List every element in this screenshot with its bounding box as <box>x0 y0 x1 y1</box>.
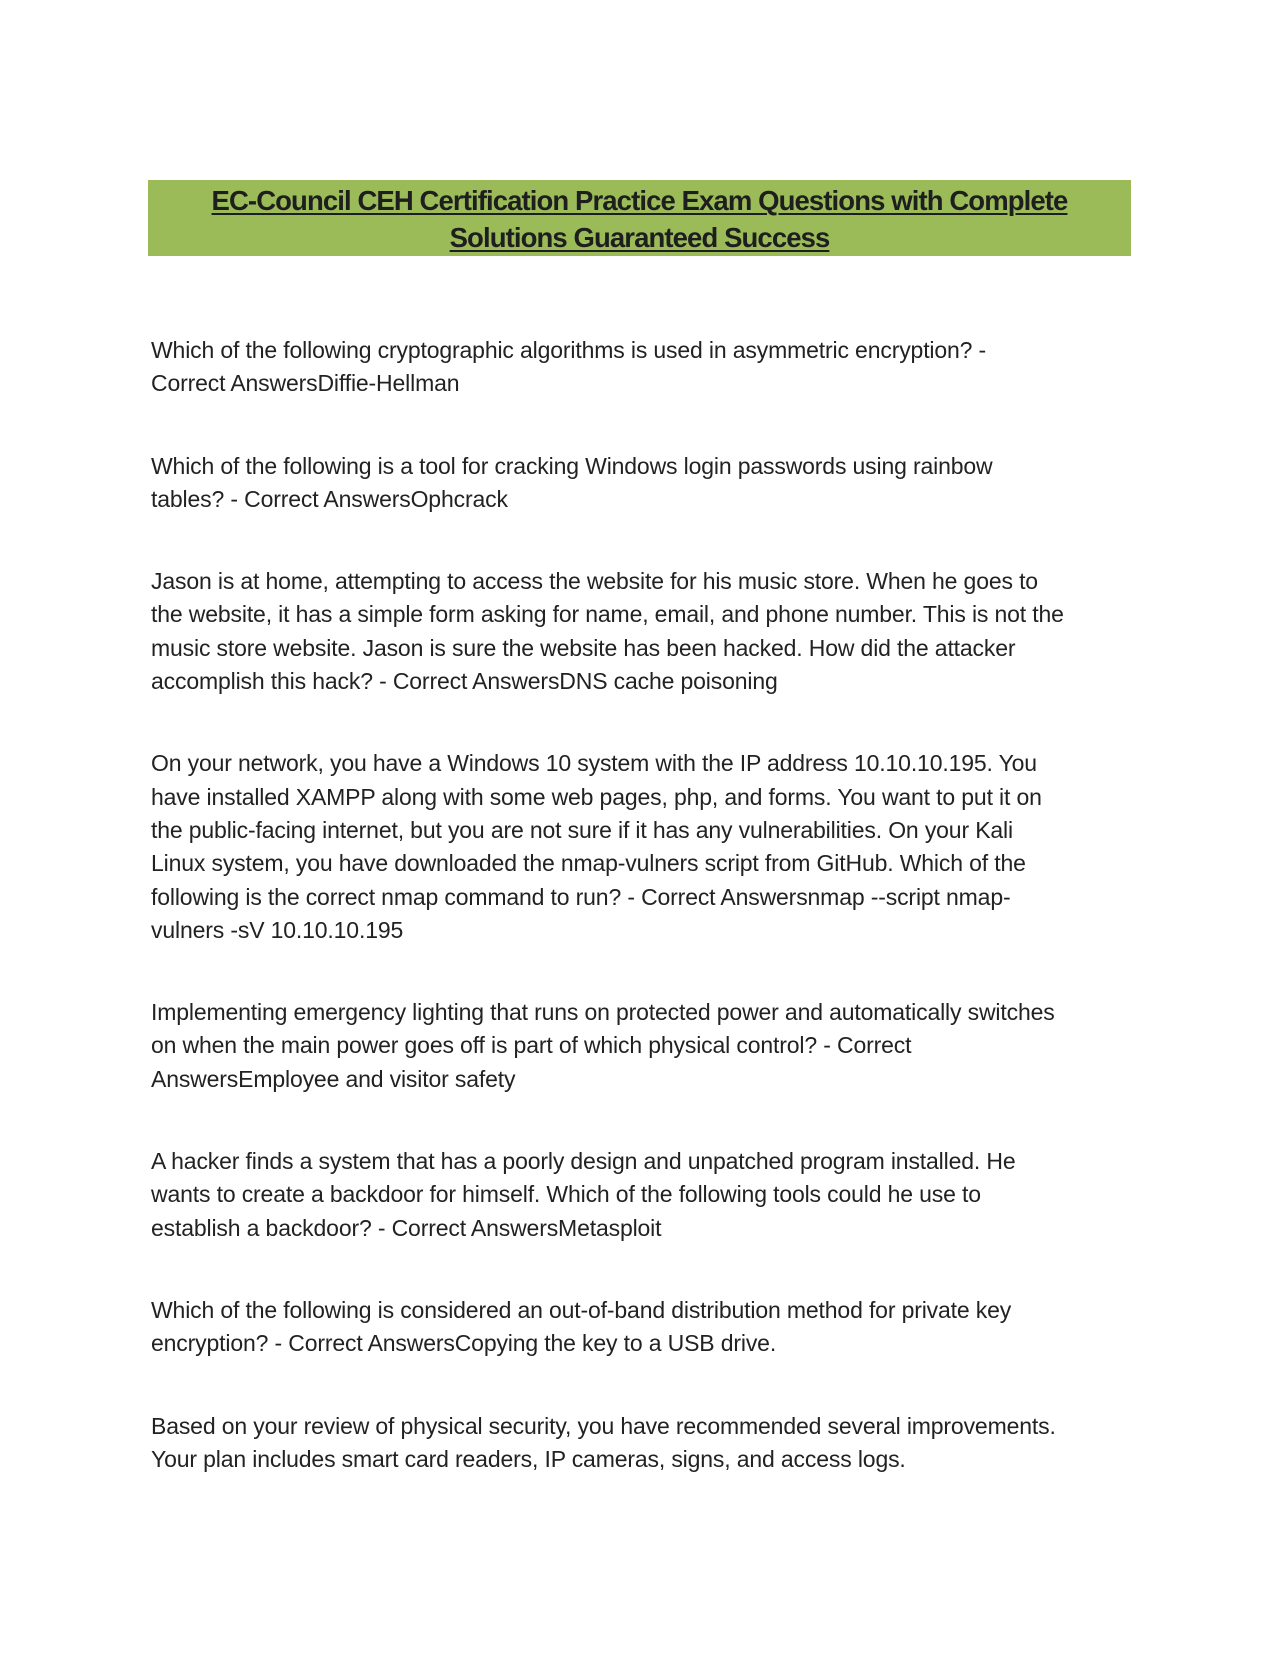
text-line: Correct AnswersDiffie-Hellman <box>151 370 460 397</box>
text-line: tables? - Correct AnswersOphcrack <box>151 485 508 512</box>
text-line: vulners -sV 10.10.10.195 <box>151 916 404 943</box>
text-line: following is the correct nmap command to run? - Correct Answersnmap --script nmap- <box>151 883 1011 910</box>
text-line: have installed XAMPP along with some web pages, php, and forms. You want to put it on <box>151 783 1042 810</box>
text-line: Which of the following cryptographic algorithms is used in asymmetric encryption? - <box>151 337 987 363</box>
text-line: Which of the following is a tool for cracking Windows login passwords using rainbow <box>151 452 993 479</box>
text-line: encryption? - Correct AnswersCopying the key to a USB drive. <box>151 1330 777 1357</box>
text-line: Your plan includes smart card readers, IP cameras, signs, and access logs. <box>151 1445 906 1472</box>
question-answer-7 <box>151 1294 1136 1361</box>
text-line: Implementing emergency lighting that runs on protected power and automatically switches <box>151 999 1055 1026</box>
text-line: AnswersEmployee and visitor safety <box>151 1065 516 1092</box>
title-line-2: Solutions Guaranteed Success <box>449 222 830 253</box>
text-line: the public-facing internet, but you are not sure if it has any vulnerabilities. On your Kali <box>151 816 1013 843</box>
text-line: on when the main power goes off is part of which physical control? - Correct <box>151 1032 912 1059</box>
text-line: Linux system, you have downloaded the nmap-vulners script from GitHub. Which of the <box>151 850 1026 877</box>
text-line: On your network, you have a Windows 10 system with the IP address 10.10.10.195. You <box>151 750 1037 777</box>
question-answer-2 <box>151 450 1136 517</box>
question-answer-4 <box>151 747 1136 947</box>
text-line: wants to create a backdoor for himself. Which of the following tools could he use to <box>151 1181 981 1208</box>
text-line: accomplish this hack? - Correct AnswersDNS cache poisoning <box>151 668 778 695</box>
question-answer-6 <box>151 1145 1136 1245</box>
question-answer-3 <box>151 565 1136 698</box>
text-line: A hacker finds a system that has a poorly design and unpatched program installed. He <box>151 1148 1016 1175</box>
text-line: Which of the following is considered an out-of-band distribution method for private key <box>151 1296 1012 1323</box>
question-answer-1 <box>151 334 1136 401</box>
text-line: establish a backdoor? - Correct AnswersMetasploit <box>151 1214 662 1241</box>
question-answer-5 <box>151 996 1136 1096</box>
question-answer-8 <box>151 1410 1136 1477</box>
text-line: the website, it has a simple form asking for name, email, and phone number. This is not the <box>151 601 1064 628</box>
question-list <box>151 334 1136 1476</box>
title-line-1: EC-Council CEH Certification Practice Exam Questions with Complete <box>211 185 1068 216</box>
text-line: Jason is at home, attempting to access the website for his music store. When he goes to <box>151 568 1038 595</box>
text-line: music store website. Jason is sure the website has been hacked. How did the attacker <box>151 634 1016 661</box>
title-banner <box>148 180 1131 256</box>
text-line: Based on your review of physical security, you have recommended several improvements. <box>151 1412 1056 1439</box>
